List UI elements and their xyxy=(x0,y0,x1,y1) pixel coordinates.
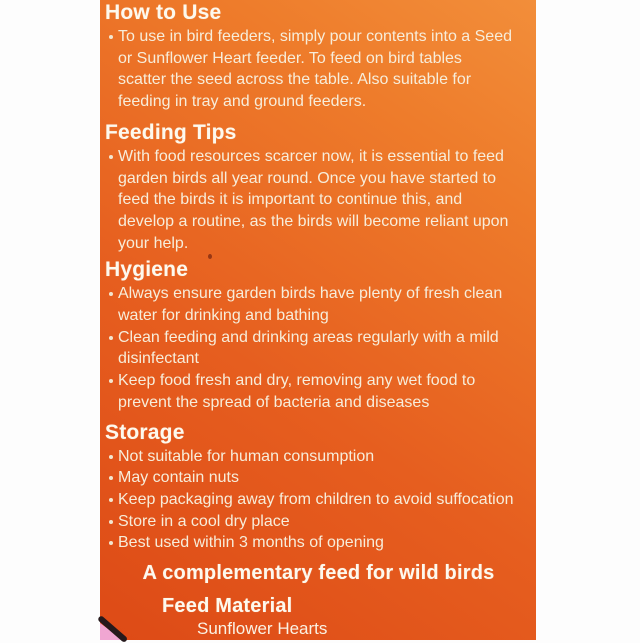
feed-material-value: Sunflower Hearts xyxy=(197,619,328,639)
text-line: scatter the seed across the table. Also suitable for xyxy=(118,71,472,89)
bullet-icon xyxy=(105,467,118,489)
bullet-icon xyxy=(105,146,118,255)
list-item xyxy=(105,446,532,468)
bullet-text xyxy=(118,467,532,489)
text-line: Always ensure garden birds have plenty of fresh clean xyxy=(118,285,503,303)
text-line: Clean feeding and drinking areas regularly with a mild xyxy=(118,328,499,346)
bullet-text xyxy=(118,511,532,533)
text-line: Best used within 3 months of opening xyxy=(118,534,384,552)
bullet-icon xyxy=(105,532,118,554)
feed-material-heading: Feed Material xyxy=(162,595,293,618)
text-line: develop a routine, as the birds will become reliant upon xyxy=(118,212,509,230)
list-item xyxy=(105,489,532,511)
bullet-icon xyxy=(105,283,118,326)
bullet-text xyxy=(118,446,532,468)
section-storage xyxy=(105,420,532,555)
list-item xyxy=(105,532,532,554)
label-panel xyxy=(100,0,536,640)
print-speck-artifact xyxy=(208,254,212,259)
list-item xyxy=(105,283,532,326)
text-line: Keep food fresh and dry, removing any wet food to xyxy=(118,372,476,390)
text-line: With food resources scarcer now, it is essential to feed xyxy=(118,147,504,165)
tagline: A complementary feed for wild birds xyxy=(142,562,495,585)
text-line: feeding in tray and ground feeders. xyxy=(118,93,367,111)
section-heading-how-to-use: How to Use xyxy=(105,1,222,24)
bullet-icon xyxy=(105,511,118,533)
section-hygiene xyxy=(105,257,532,413)
list-item xyxy=(105,511,532,533)
section-heading-storage: Storage xyxy=(105,420,185,444)
bullet-text xyxy=(118,283,532,326)
section-heading-feeding-tips: Feeding Tips xyxy=(105,120,237,144)
text-line: To use in bird feeders, simply pour contents into a Seed xyxy=(118,28,512,45)
bullet-text xyxy=(118,489,532,511)
bullet-text xyxy=(118,26,532,113)
section-how-to-use xyxy=(105,0,532,113)
list-item xyxy=(105,26,532,113)
bullet-text xyxy=(118,532,532,554)
text-line: Keep packaging away from children to avoid suffocation xyxy=(118,490,514,508)
list-item xyxy=(105,467,532,489)
bullet-icon xyxy=(105,446,118,468)
text-line: or Sunflower Heart feeder. To feed on bird tables xyxy=(118,49,462,67)
section-feeding-tips xyxy=(105,120,532,255)
text-line: prevent the spread of bacteria and diseases xyxy=(118,393,430,411)
text-line: garden birds all year round. Once you have started to xyxy=(118,169,496,187)
list-item xyxy=(105,370,532,413)
list-item xyxy=(105,146,532,255)
bullet-icon xyxy=(105,370,118,413)
bullet-text xyxy=(118,370,532,413)
list-item xyxy=(105,327,532,370)
text-line: water for drinking and bathing xyxy=(118,307,329,325)
bullet-icon xyxy=(105,26,118,113)
text-line: Store in a cool dry place xyxy=(118,512,290,530)
bullet-icon xyxy=(105,489,118,511)
section-heading-hygiene: Hygiene xyxy=(105,258,189,282)
text-line: your help. xyxy=(118,234,189,252)
bullet-text xyxy=(118,327,532,370)
text-line: feed the birds it is important to continue this, and xyxy=(118,191,463,209)
text-line: disinfectant xyxy=(118,350,199,368)
text-line: Not suitable for human consumption xyxy=(118,447,375,465)
bullet-text xyxy=(118,146,532,255)
bullet-icon xyxy=(105,327,118,370)
label-content xyxy=(100,0,536,639)
text-line: May contain nuts xyxy=(118,469,239,487)
